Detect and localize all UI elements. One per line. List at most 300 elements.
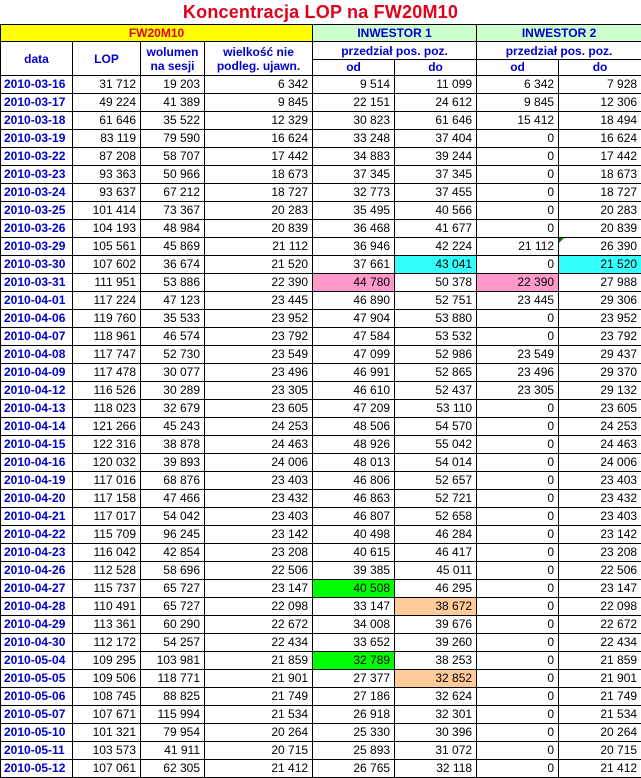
wielkosc-cell: 23 445 bbox=[205, 292, 313, 310]
inv2-od-cell: 0 bbox=[477, 490, 559, 508]
inv1-od-cell: 47 584 bbox=[313, 328, 395, 346]
wielkosc-cell: 20 715 bbox=[205, 742, 313, 760]
table-row bbox=[1, 310, 641, 328]
table-row bbox=[1, 724, 641, 742]
inv1-do-cell: 39 260 bbox=[395, 634, 477, 652]
wolumen-cell: 41 911 bbox=[141, 742, 205, 760]
inv1-od-cell: 44 780 bbox=[313, 274, 395, 292]
inv2-od-cell: 0 bbox=[477, 454, 559, 472]
inv2-od-cell: 0 bbox=[477, 688, 559, 706]
wielkosc-cell: 21 534 bbox=[205, 706, 313, 724]
inv1-do-cell: 41 677 bbox=[395, 220, 477, 238]
data-cell: 2010-03-25 bbox=[1, 202, 73, 220]
inv1-do-cell: 53 110 bbox=[395, 400, 477, 418]
inv1-od-cell: 48 926 bbox=[313, 436, 395, 454]
wolumen-cell: 35 533 bbox=[141, 310, 205, 328]
inv2-od-cell: 0 bbox=[477, 508, 559, 526]
inv2-do-cell: 12 306 bbox=[559, 94, 641, 112]
table-row bbox=[1, 508, 641, 526]
inv2-do-cell: 18 494 bbox=[559, 112, 641, 130]
wielkosc-cell: 21 520 bbox=[205, 256, 313, 274]
data-cell: 2010-04-19 bbox=[1, 472, 73, 490]
table-row bbox=[1, 580, 641, 598]
wolumen-cell: 115 994 bbox=[141, 706, 205, 724]
lop-cell: 103 573 bbox=[73, 742, 141, 760]
lop-cell: 107 602 bbox=[73, 256, 141, 274]
data-cell: 2010-05-04 bbox=[1, 652, 73, 670]
inv1-od-cell: 32 773 bbox=[313, 184, 395, 202]
inv1-od-cell: 40 508 bbox=[313, 580, 395, 598]
inv1-od-cell: 30 823 bbox=[313, 112, 395, 130]
wielkosc-cell: 23 403 bbox=[205, 472, 313, 490]
inv1-do-cell: 53 532 bbox=[395, 328, 477, 346]
wielkosc-cell: 23 605 bbox=[205, 400, 313, 418]
table-row bbox=[1, 670, 641, 688]
lop-cell: 101 414 bbox=[73, 202, 141, 220]
data-cell: 2010-04-21 bbox=[1, 508, 73, 526]
inv2-do-cell: 22 434 bbox=[559, 634, 641, 652]
inv2-od-cell: 0 bbox=[477, 742, 559, 760]
inv2-do-cell: 20 715 bbox=[559, 742, 641, 760]
inv2-od-cell: 0 bbox=[477, 580, 559, 598]
data-cell: 2010-03-24 bbox=[1, 184, 73, 202]
group-header-investor1: INWESTOR 1 bbox=[313, 25, 477, 42]
inv2-od-cell: 23 305 bbox=[477, 382, 559, 400]
wolumen-cell: 50 966 bbox=[141, 166, 205, 184]
inv1-od-cell: 33 652 bbox=[313, 634, 395, 652]
wolumen-cell: 36 674 bbox=[141, 256, 205, 274]
inv1-do-cell: 61 646 bbox=[395, 112, 477, 130]
wolumen-cell: 79 590 bbox=[141, 130, 205, 148]
wolumen-cell: 65 727 bbox=[141, 598, 205, 616]
lop-cell: 117 224 bbox=[73, 292, 141, 310]
inv2-do-cell: 29 437 bbox=[559, 346, 641, 364]
wolumen-cell: 39 893 bbox=[141, 454, 205, 472]
inv1-do-cell: 24 612 bbox=[395, 94, 477, 112]
inv1-od-cell: 26 918 bbox=[313, 706, 395, 724]
table-row bbox=[1, 742, 641, 760]
lop-cell: 122 316 bbox=[73, 436, 141, 454]
data-cell: 2010-05-07 bbox=[1, 706, 73, 724]
inv2-od-cell: 0 bbox=[477, 760, 559, 778]
inv2-do-cell: 24 253 bbox=[559, 418, 641, 436]
inv1-od-cell: 36 468 bbox=[313, 220, 395, 238]
wielkosc-cell: 21 412 bbox=[205, 760, 313, 778]
lop-cell: 110 491 bbox=[73, 598, 141, 616]
inv2-od-cell: 0 bbox=[477, 328, 559, 346]
inv2-do-cell: 21 520 bbox=[559, 256, 641, 274]
lop-cell: 105 561 bbox=[73, 238, 141, 256]
wielkosc-cell: 24 463 bbox=[205, 436, 313, 454]
wolumen-cell: 54 042 bbox=[141, 508, 205, 526]
inv2-do-cell: 7 928 bbox=[559, 76, 641, 94]
data-cell: 2010-04-06 bbox=[1, 310, 73, 328]
inv1-do-cell: 55 042 bbox=[395, 436, 477, 454]
wielkosc-cell: 23 305 bbox=[205, 382, 313, 400]
inv1-od-cell: 33 147 bbox=[313, 598, 395, 616]
inv1-do-cell: 54 014 bbox=[395, 454, 477, 472]
inv2-do-cell: 21 749 bbox=[559, 688, 641, 706]
inv2-do-cell: 22 672 bbox=[559, 616, 641, 634]
lop-cell: 107 061 bbox=[73, 760, 141, 778]
data-cell: 2010-05-11 bbox=[1, 742, 73, 760]
data-cell: 2010-04-15 bbox=[1, 436, 73, 454]
inv1-do-cell: 11 099 bbox=[395, 76, 477, 94]
wielkosc-cell: 23 549 bbox=[205, 346, 313, 364]
wolumen-cell: 65 727 bbox=[141, 580, 205, 598]
inv2-do-cell: 23 208 bbox=[559, 544, 641, 562]
inv1-do-cell: 37 404 bbox=[395, 130, 477, 148]
inv2-do-cell: 20 283 bbox=[559, 202, 641, 220]
table-row bbox=[1, 292, 641, 310]
table-row bbox=[1, 616, 641, 634]
inv1-od-cell: 46 863 bbox=[313, 490, 395, 508]
lop-cell: 93 363 bbox=[73, 166, 141, 184]
table-row bbox=[1, 238, 641, 256]
inv2-od-cell: 0 bbox=[477, 706, 559, 724]
inv1-do-cell: 43 041 bbox=[395, 256, 477, 274]
inv2-do-cell: 20 264 bbox=[559, 724, 641, 742]
inv1-od-cell: 22 151 bbox=[313, 94, 395, 112]
inv1-do-cell: 38 253 bbox=[395, 652, 477, 670]
inv1-od-cell: 33 248 bbox=[313, 130, 395, 148]
data-cell: 2010-03-23 bbox=[1, 166, 73, 184]
wolumen-cell: 32 679 bbox=[141, 400, 205, 418]
wolumen-cell: 30 289 bbox=[141, 382, 205, 400]
inv2-od-cell: 0 bbox=[477, 544, 559, 562]
data-cell: 2010-03-19 bbox=[1, 130, 73, 148]
inv2-od-cell: 0 bbox=[477, 670, 559, 688]
wielkosc-cell: 20 264 bbox=[205, 724, 313, 742]
lop-cell: 118 023 bbox=[73, 400, 141, 418]
inv2-od-cell: 0 bbox=[477, 400, 559, 418]
table-row bbox=[1, 544, 641, 562]
wolumen-cell: 38 878 bbox=[141, 436, 205, 454]
inv2-od-cell: 0 bbox=[477, 652, 559, 670]
inv1-do-cell: 46 417 bbox=[395, 544, 477, 562]
table-row bbox=[1, 346, 641, 364]
wielkosc-cell: 21 112 bbox=[205, 238, 313, 256]
inv2-od-cell: 0 bbox=[477, 148, 559, 166]
inv1-od-cell: 32 789 bbox=[313, 652, 395, 670]
wielkosc-cell: 23 403 bbox=[205, 508, 313, 526]
inv2-od-cell: 6 342 bbox=[477, 76, 559, 94]
inv1-od-cell: 47 904 bbox=[313, 310, 395, 328]
inv2-do-cell: 22 506 bbox=[559, 562, 641, 580]
wolumen-cell: 41 389 bbox=[141, 94, 205, 112]
wolumen-cell: 73 367 bbox=[141, 202, 205, 220]
inv2-do-cell: 23 432 bbox=[559, 490, 641, 508]
table-row bbox=[1, 472, 641, 490]
wolumen-cell: 62 305 bbox=[141, 760, 205, 778]
inv2-od-cell: 23 496 bbox=[477, 364, 559, 382]
wolumen-cell: 118 771 bbox=[141, 670, 205, 688]
inv2-do-cell: 20 839 bbox=[559, 220, 641, 238]
col-header-do2: do bbox=[559, 60, 641, 76]
inv2-od-cell: 0 bbox=[477, 526, 559, 544]
wielkosc-cell: 23 792 bbox=[205, 328, 313, 346]
data-cell: 2010-04-12 bbox=[1, 382, 73, 400]
inv2-od-cell: 0 bbox=[477, 220, 559, 238]
inv2-do-cell: 23 952 bbox=[559, 310, 641, 328]
inv1-od-cell: 35 495 bbox=[313, 202, 395, 220]
inv1-od-cell: 34 008 bbox=[313, 616, 395, 634]
inv1-od-cell: 46 890 bbox=[313, 292, 395, 310]
inv1-od-cell: 47 099 bbox=[313, 346, 395, 364]
lop-cell: 31 712 bbox=[73, 76, 141, 94]
wolumen-cell: 96 245 bbox=[141, 526, 205, 544]
inv1-od-cell: 48 013 bbox=[313, 454, 395, 472]
inv2-od-cell: 0 bbox=[477, 418, 559, 436]
wielkosc-cell: 20 839 bbox=[205, 220, 313, 238]
inv1-do-cell: 46 284 bbox=[395, 526, 477, 544]
lop-cell: 83 119 bbox=[73, 130, 141, 148]
table-row bbox=[1, 112, 641, 130]
inv2-od-cell: 0 bbox=[477, 562, 559, 580]
wolumen-cell: 47 466 bbox=[141, 490, 205, 508]
table-row bbox=[1, 706, 641, 724]
inv2-do-cell: 21 412 bbox=[559, 760, 641, 778]
inv2-do-cell: 16 624 bbox=[559, 130, 641, 148]
inv1-od-cell: 47 209 bbox=[313, 400, 395, 418]
inv2-od-cell: 0 bbox=[477, 472, 559, 490]
table-row bbox=[1, 382, 641, 400]
table-body bbox=[1, 25, 641, 778]
inv1-do-cell: 52 986 bbox=[395, 346, 477, 364]
inv2-od-cell: 0 bbox=[477, 166, 559, 184]
data-cell: 2010-05-05 bbox=[1, 670, 73, 688]
table-row bbox=[1, 598, 641, 616]
wielkosc-cell: 21 749 bbox=[205, 688, 313, 706]
lop-cell: 107 671 bbox=[73, 706, 141, 724]
table-row bbox=[1, 490, 641, 508]
inv1-do-cell: 46 295 bbox=[395, 580, 477, 598]
table-row bbox=[1, 760, 641, 778]
inv1-do-cell: 37 455 bbox=[395, 184, 477, 202]
lop-cell: 87 208 bbox=[73, 148, 141, 166]
inv2-do-cell: 22 098 bbox=[559, 598, 641, 616]
table-row bbox=[1, 94, 641, 112]
wolumen-cell: 35 522 bbox=[141, 112, 205, 130]
data-cell: 2010-05-12 bbox=[1, 760, 73, 778]
inv1-do-cell: 39 244 bbox=[395, 148, 477, 166]
wolumen-cell: 58 707 bbox=[141, 148, 205, 166]
inv1-od-cell: 46 991 bbox=[313, 364, 395, 382]
data-cell: 2010-04-08 bbox=[1, 346, 73, 364]
lop-cell: 115 709 bbox=[73, 526, 141, 544]
inv2-od-cell: 0 bbox=[477, 634, 559, 652]
table-row bbox=[1, 364, 641, 382]
table-row bbox=[1, 418, 641, 436]
inv1-do-cell: 32 118 bbox=[395, 760, 477, 778]
wielkosc-cell: 24 253 bbox=[205, 418, 313, 436]
inv2-do-cell: 24 006 bbox=[559, 454, 641, 472]
table-row bbox=[1, 166, 641, 184]
col-header-lop: LOP bbox=[73, 42, 141, 76]
data-cell: 2010-03-29 bbox=[1, 238, 73, 256]
data-cell: 2010-04-14 bbox=[1, 418, 73, 436]
inv1-do-cell: 37 345 bbox=[395, 166, 477, 184]
inv2-do-cell: 26 390 bbox=[559, 238, 641, 256]
data-cell: 2010-04-27 bbox=[1, 580, 73, 598]
wolumen-cell: 88 825 bbox=[141, 688, 205, 706]
table-row bbox=[1, 274, 641, 292]
lop-cell: 117 747 bbox=[73, 346, 141, 364]
inv2-do-cell: 17 442 bbox=[559, 148, 641, 166]
data-cell: 2010-03-18 bbox=[1, 112, 73, 130]
inv1-do-cell: 31 072 bbox=[395, 742, 477, 760]
inv2-od-cell: 9 845 bbox=[477, 94, 559, 112]
inv2-do-cell: 29 132 bbox=[559, 382, 641, 400]
table-row bbox=[1, 526, 641, 544]
table-row bbox=[1, 184, 641, 202]
wolumen-cell: 45 869 bbox=[141, 238, 205, 256]
lop-cell: 93 637 bbox=[73, 184, 141, 202]
inv2-od-cell: 0 bbox=[477, 202, 559, 220]
inv2-do-cell: 23 403 bbox=[559, 472, 641, 490]
wielkosc-cell: 23 496 bbox=[205, 364, 313, 382]
inv2-do-cell: 27 988 bbox=[559, 274, 641, 292]
inv1-do-cell: 42 224 bbox=[395, 238, 477, 256]
inv1-do-cell: 38 672 bbox=[395, 598, 477, 616]
inv2-od-cell: 0 bbox=[477, 310, 559, 328]
inv1-do-cell: 52 437 bbox=[395, 382, 477, 400]
wielkosc-cell: 22 506 bbox=[205, 562, 313, 580]
inv1-od-cell: 34 883 bbox=[313, 148, 395, 166]
table-row bbox=[1, 400, 641, 418]
lop-cell: 112 172 bbox=[73, 634, 141, 652]
table-row bbox=[1, 562, 641, 580]
inv1-od-cell: 27 186 bbox=[313, 688, 395, 706]
lop-cell: 118 961 bbox=[73, 328, 141, 346]
col-header-data: data bbox=[1, 42, 73, 76]
table-row bbox=[1, 76, 641, 94]
col-header-wielkosc: wielkość nie podleg. ujawn. bbox=[205, 42, 313, 76]
inv1-do-cell: 50 378 bbox=[395, 274, 477, 292]
wielkosc-cell: 22 434 bbox=[205, 634, 313, 652]
data-cell: 2010-04-29 bbox=[1, 616, 73, 634]
lop-cell: 117 158 bbox=[73, 490, 141, 508]
inv2-do-cell: 21 534 bbox=[559, 706, 641, 724]
inv2-do-cell: 23 142 bbox=[559, 526, 641, 544]
inv1-od-cell: 39 385 bbox=[313, 562, 395, 580]
wolumen-cell: 58 696 bbox=[141, 562, 205, 580]
inv1-od-cell: 46 807 bbox=[313, 508, 395, 526]
inv1-do-cell: 30 396 bbox=[395, 724, 477, 742]
data-cell: 2010-03-17 bbox=[1, 94, 73, 112]
inv2-od-cell: 15 412 bbox=[477, 112, 559, 130]
lop-cell: 119 760 bbox=[73, 310, 141, 328]
inv1-do-cell: 45 011 bbox=[395, 562, 477, 580]
data-cell: 2010-04-13 bbox=[1, 400, 73, 418]
table-row bbox=[1, 652, 641, 670]
inv2-do-cell: 24 463 bbox=[559, 436, 641, 454]
inv1-od-cell: 48 506 bbox=[313, 418, 395, 436]
data-cell: 2010-05-10 bbox=[1, 724, 73, 742]
data-cell: 2010-04-28 bbox=[1, 598, 73, 616]
inv2-od-cell: 23 445 bbox=[477, 292, 559, 310]
inv1-do-cell: 52 751 bbox=[395, 292, 477, 310]
data-cell: 2010-04-01 bbox=[1, 292, 73, 310]
inv1-od-cell: 26 765 bbox=[313, 760, 395, 778]
group-header-row bbox=[1, 25, 641, 42]
inv1-od-cell: 46 806 bbox=[313, 472, 395, 490]
inv2-do-cell: 29 306 bbox=[559, 292, 641, 310]
data-cell: 2010-03-31 bbox=[1, 274, 73, 292]
inv1-do-cell: 32 624 bbox=[395, 688, 477, 706]
group-header-investor2: INWESTOR 2 bbox=[477, 25, 641, 42]
inv2-do-cell: 18 673 bbox=[559, 166, 641, 184]
wolumen-cell: 60 290 bbox=[141, 616, 205, 634]
table-row bbox=[1, 202, 641, 220]
data-cell: 2010-03-22 bbox=[1, 148, 73, 166]
table-row bbox=[1, 634, 641, 652]
inv1-od-cell: 36 946 bbox=[313, 238, 395, 256]
wielkosc-cell: 18 727 bbox=[205, 184, 313, 202]
table-row bbox=[1, 148, 641, 166]
inv1-do-cell: 54 570 bbox=[395, 418, 477, 436]
lop-cell: 116 526 bbox=[73, 382, 141, 400]
lop-cell: 108 745 bbox=[73, 688, 141, 706]
inv1-od-cell: 27 377 bbox=[313, 670, 395, 688]
data-cell: 2010-04-26 bbox=[1, 562, 73, 580]
lop-cell: 113 361 bbox=[73, 616, 141, 634]
inv2-do-cell: 21 859 bbox=[559, 652, 641, 670]
lop-cell: 117 017 bbox=[73, 508, 141, 526]
inv1-od-cell: 40 498 bbox=[313, 526, 395, 544]
table-row bbox=[1, 454, 641, 472]
wolumen-cell: 103 981 bbox=[141, 652, 205, 670]
inv1-do-cell: 39 676 bbox=[395, 616, 477, 634]
inv2-od-cell: 0 bbox=[477, 616, 559, 634]
table-row bbox=[1, 328, 641, 346]
data-cell: 2010-04-09 bbox=[1, 364, 73, 382]
lop-table bbox=[0, 24, 641, 778]
col-header-przedzial1: przedział pos. poz. bbox=[313, 42, 477, 60]
inv2-od-cell: 0 bbox=[477, 184, 559, 202]
data-cell: 2010-03-30 bbox=[1, 256, 73, 274]
inv1-do-cell: 52 657 bbox=[395, 472, 477, 490]
wolumen-cell: 53 886 bbox=[141, 274, 205, 292]
inv1-do-cell: 53 880 bbox=[395, 310, 477, 328]
wolumen-cell: 42 854 bbox=[141, 544, 205, 562]
inv2-od-cell: 0 bbox=[477, 130, 559, 148]
col-header-od2: od bbox=[477, 60, 559, 76]
wolumen-cell: 67 212 bbox=[141, 184, 205, 202]
data-cell: 2010-04-07 bbox=[1, 328, 73, 346]
inv1-od-cell: 37 345 bbox=[313, 166, 395, 184]
wielkosc-cell: 9 845 bbox=[205, 94, 313, 112]
inv2-od-cell: 0 bbox=[477, 436, 559, 454]
inv1-do-cell: 40 566 bbox=[395, 202, 477, 220]
inv2-do-cell: 23 605 bbox=[559, 400, 641, 418]
table-row bbox=[1, 688, 641, 706]
wolumen-cell: 19 203 bbox=[141, 76, 205, 94]
wolumen-cell: 54 257 bbox=[141, 634, 205, 652]
wielkosc-cell: 20 283 bbox=[205, 202, 313, 220]
lop-cell: 111 951 bbox=[73, 274, 141, 292]
wielkosc-cell: 23 142 bbox=[205, 526, 313, 544]
data-cell: 2010-04-20 bbox=[1, 490, 73, 508]
lop-cell: 49 224 bbox=[73, 94, 141, 112]
inv1-do-cell: 52 721 bbox=[395, 490, 477, 508]
data-cell: 2010-04-16 bbox=[1, 454, 73, 472]
wielkosc-cell: 22 672 bbox=[205, 616, 313, 634]
wolumen-cell: 46 574 bbox=[141, 328, 205, 346]
wielkosc-cell: 6 342 bbox=[205, 76, 313, 94]
lop-cell: 109 506 bbox=[73, 670, 141, 688]
wielkosc-cell: 17 442 bbox=[205, 148, 313, 166]
